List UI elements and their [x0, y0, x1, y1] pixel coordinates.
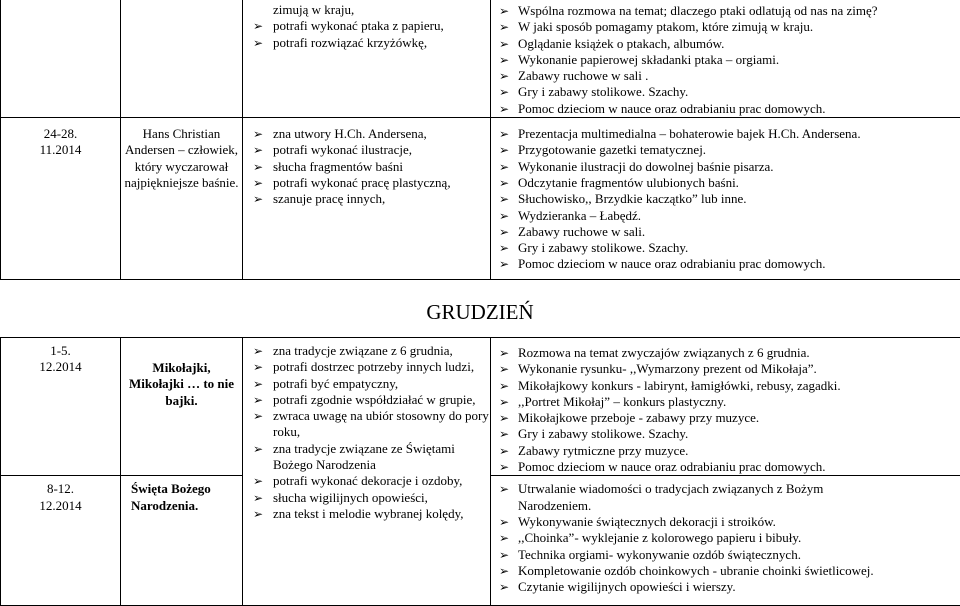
- arrow-bullet-icon: ➢: [253, 175, 263, 191]
- arrow-bullet-icon: ➢: [499, 101, 509, 117]
- arrow-bullet-icon: ➢: [499, 68, 509, 84]
- list-item: ➢ Przygotowanie gazetki tematycznej.: [491, 142, 960, 158]
- list-item: ➢ Pomoc dzieciom w nauce oraz odrabianiu prac domowych.: [491, 256, 960, 272]
- arrow-bullet-icon: ➢: [499, 208, 509, 224]
- arrow-bullet-icon: ➢: [499, 394, 509, 410]
- list-item: ➢ Pomoc dzieciom w nauce oraz odrabianiu prac domowych.: [491, 459, 960, 475]
- list-item: ➢ Gry i zabawy stolikowe. Szachy.: [491, 426, 960, 442]
- list-item: ➢ potrafi rozwiązać krzyżówkę,: [243, 35, 490, 51]
- arrow-bullet-icon: ➢: [499, 142, 509, 158]
- activities-cell: [491, 476, 960, 606]
- list-item: ➢ Gry i zabawy stolikowe. Szachy.: [491, 84, 960, 100]
- list-item: ➢ zna tradycje związane z 6 grudnia,: [243, 343, 490, 359]
- arrow-bullet-icon: ➢: [499, 514, 509, 530]
- arrow-bullet-icon: ➢: [253, 35, 263, 51]
- arrow-bullet-icon: ➢: [253, 126, 263, 142]
- arrow-bullet-icon: ➢: [253, 18, 263, 34]
- list-item: ➢ Zabawy ruchowe w sali .: [491, 68, 960, 84]
- list-item: ➢ Wydzieranka – Łabędź.: [491, 208, 960, 224]
- activities-list: [491, 481, 960, 595]
- date-text: 12.2014: [5, 498, 116, 514]
- arrow-bullet-icon: ➢: [499, 410, 509, 426]
- list-item: ➢ słucha fragmentów baśni: [243, 159, 490, 175]
- list-item: ➢ Rozmowa na temat zwyczajów związanych z 6 grudnia.: [491, 345, 960, 361]
- arrow-bullet-icon: ➢: [499, 547, 509, 563]
- list-item: ➢ potrafi wykonać ilustracje,: [243, 142, 490, 158]
- list-item: ➢ Zabawy rytmiczne przy muzyce.: [491, 443, 960, 459]
- goals-cell: [243, 0, 491, 118]
- arrow-bullet-icon: ➢: [253, 376, 263, 392]
- arrow-bullet-icon: ➢: [499, 52, 509, 68]
- arrow-bullet-icon: ➢: [499, 3, 509, 19]
- plan-table-november: [0, 0, 960, 280]
- arrow-bullet-icon: ➢: [499, 191, 509, 207]
- arrow-bullet-icon: ➢: [253, 506, 263, 522]
- arrow-bullet-icon: ➢: [499, 36, 509, 52]
- arrow-bullet-icon: ➢: [499, 345, 509, 361]
- list-item: ➢ potrafi być empatyczny,: [243, 376, 490, 392]
- arrow-bullet-icon: ➢: [253, 343, 263, 359]
- arrow-bullet-icon: ➢: [253, 408, 263, 424]
- date-text: 8-12.: [5, 481, 116, 497]
- arrow-bullet-icon: ➢: [253, 490, 263, 506]
- list-item: ➢ Wykonywanie świątecznych dekoracji i stroików.: [491, 514, 960, 530]
- list-item: ➢ Wykonanie papierowej składanki ptaka – orgiami.: [491, 52, 960, 68]
- list-item: ➢ Zabawy ruchowe w sali.: [491, 224, 960, 240]
- plan-table-december: [0, 337, 960, 606]
- list-item: ➢ Oglądanie książek o ptakach, albumów.: [491, 36, 960, 52]
- list-item: ➢ potrafi dostrzec potrzeby innych ludzi,: [243, 359, 490, 375]
- list-item: ➢ zwraca uwagę na ubiór stosowny do pory roku,: [243, 408, 490, 441]
- activities-cell: [491, 0, 960, 118]
- activities-cell: [491, 338, 960, 476]
- arrow-bullet-icon: ➢: [499, 481, 509, 497]
- list-item: ➢ szanuje pracę innych,: [243, 191, 490, 207]
- arrow-bullet-icon: ➢: [499, 378, 509, 394]
- list-item: ➢ ,,Choinka”- wyklejanie z kolorowego papieru i bibuły.: [491, 530, 960, 546]
- list-item: ➢ Technika orgiami- wykonywanie ozdób świątecznych.: [491, 547, 960, 563]
- topic-cell: [121, 0, 243, 118]
- topic-title: Hans Christian Andersen – człowiek, który wyczarował najpiękniejsze baśnie.: [121, 118, 242, 191]
- list-item: ➢ W jaki sposób pomagamy ptakom, które zimują w kraju.: [491, 19, 960, 35]
- arrow-bullet-icon: ➢: [499, 426, 509, 442]
- arrow-bullet-icon: ➢: [253, 473, 263, 489]
- activities-list: [491, 126, 960, 273]
- list-item: ➢ Gry i zabawy stolikowe. Szachy.: [491, 240, 960, 256]
- list-item: ➢ zna tekst i melodie wybranej kolędy,: [243, 506, 490, 522]
- list-item: ➢ Wykonanie rysunku- ,,Wymarzony prezent od Mikołaja”.: [491, 361, 960, 377]
- list-item: ➢ Wykonanie ilustracji do dowolnej baśnie pisarza.: [491, 159, 960, 175]
- arrow-bullet-icon: ➢: [499, 579, 509, 595]
- date-cell: [1, 338, 121, 476]
- goals-list: [243, 126, 490, 207]
- list-item: ➢ Czytanie wigilijnych opowieści i wierszy.: [491, 579, 960, 595]
- list-item: ➢ zna tradycje związane ze Świętami Bożego Narodzenia: [243, 441, 490, 474]
- table-row: [1, 0, 960, 118]
- arrow-bullet-icon: ➢: [499, 530, 509, 546]
- table-row: [1, 338, 960, 476]
- date-cell: [1, 476, 121, 606]
- date-cell: [1, 0, 121, 118]
- list-item: ➢ Słuchowisko,, Brzydkie kaczątko” lub inne.: [491, 191, 960, 207]
- list-item: ➢ potrafi zgodnie współdziałać w grupie,: [243, 392, 490, 408]
- arrow-bullet-icon: ➢: [499, 361, 509, 377]
- topic-title: Święta Bożego Narodzenia.: [121, 476, 242, 514]
- list-item: ➢ słucha wigilijnych opowieści,: [243, 490, 490, 506]
- list-item: ➢ Mikołajkowe przeboje - zabawy przy muzyce.: [491, 410, 960, 426]
- arrow-bullet-icon: ➢: [499, 459, 509, 475]
- list-item: ➢ ,,Portret Mikołaj” – konkurs plastyczny.: [491, 394, 960, 410]
- list-item: ➢ Wspólna rozmowa na temat; dlaczego ptaki odlatują od nas na zimę?: [491, 3, 960, 19]
- arrow-bullet-icon: ➢: [499, 240, 509, 256]
- list-item: ➢ Pomoc dzieciom w nauce oraz odrabianiu prac domowych.: [491, 101, 960, 117]
- arrow-bullet-icon: ➢: [253, 359, 263, 375]
- activities-cell: [491, 118, 960, 280]
- list-item: ➢ Mikołajkowy konkurs - labirynt, łamigłówki, rebusy, zagadki.: [491, 378, 960, 394]
- goals-list: [243, 2, 490, 51]
- list-item: ➢ potrafi wykonać dekoracje i ozdoby,: [243, 473, 490, 489]
- goals-cell: [243, 338, 491, 606]
- list-item: ➢ Utrwalanie wiadomości o tradycjach związanych z Bożym: [491, 481, 960, 497]
- arrow-bullet-icon: ➢: [499, 224, 509, 240]
- list-item: Narodzeniem.: [491, 498, 960, 514]
- arrow-bullet-icon: ➢: [499, 443, 509, 459]
- arrow-bullet-icon: ➢: [253, 142, 263, 158]
- list-item: ➢ potrafi wykonać pracę plastyczną,: [243, 175, 490, 191]
- date-text: 1-5.: [5, 343, 116, 359]
- list-item: zimują w kraju,: [243, 2, 490, 18]
- date-text: 11.2014: [5, 142, 116, 158]
- goals-cell: [243, 118, 491, 280]
- goals-list: [243, 343, 490, 522]
- date-cell: [1, 118, 121, 280]
- list-item: ➢ Prezentacja multimedialna – bohaterowie bajek H.Ch. Andersena.: [491, 126, 960, 142]
- arrow-bullet-icon: ➢: [499, 19, 509, 35]
- month-heading: GRUDZIEŃ: [0, 300, 960, 324]
- arrow-bullet-icon: ➢: [499, 159, 509, 175]
- topic-cell: [121, 476, 243, 606]
- arrow-bullet-icon: ➢: [253, 441, 263, 457]
- arrow-bullet-icon: ➢: [253, 191, 263, 207]
- arrow-bullet-icon: ➢: [253, 392, 263, 408]
- topic-cell: [121, 118, 243, 280]
- table-row: [1, 118, 960, 280]
- list-item: ➢ zna utwory H.Ch. Andersena,: [243, 126, 490, 142]
- date-text: 12.2014: [5, 359, 116, 375]
- arrow-bullet-icon: ➢: [499, 175, 509, 191]
- date-text: 24-28.: [5, 126, 116, 142]
- activities-list: [491, 3, 960, 117]
- list-item: ➢ potrafi wykonać ptaka z papieru,: [243, 18, 490, 34]
- topic-title: Mikołajki, Mikołajki … to nie bajki.: [121, 338, 242, 409]
- arrow-bullet-icon: ➢: [253, 159, 263, 175]
- arrow-bullet-icon: ➢: [499, 84, 509, 100]
- arrow-bullet-icon: ➢: [499, 563, 509, 579]
- list-item: ➢ Odczytanie fragmentów ulubionych baśni.: [491, 175, 960, 191]
- list-item: ➢ Kompletowanie ozdób choinkowych - ubranie choinki świetlicowej.: [491, 563, 960, 579]
- activities-list: [491, 345, 960, 475]
- topic-cell: [121, 338, 243, 476]
- arrow-bullet-icon: ➢: [499, 126, 509, 142]
- arrow-bullet-icon: ➢: [499, 256, 509, 272]
